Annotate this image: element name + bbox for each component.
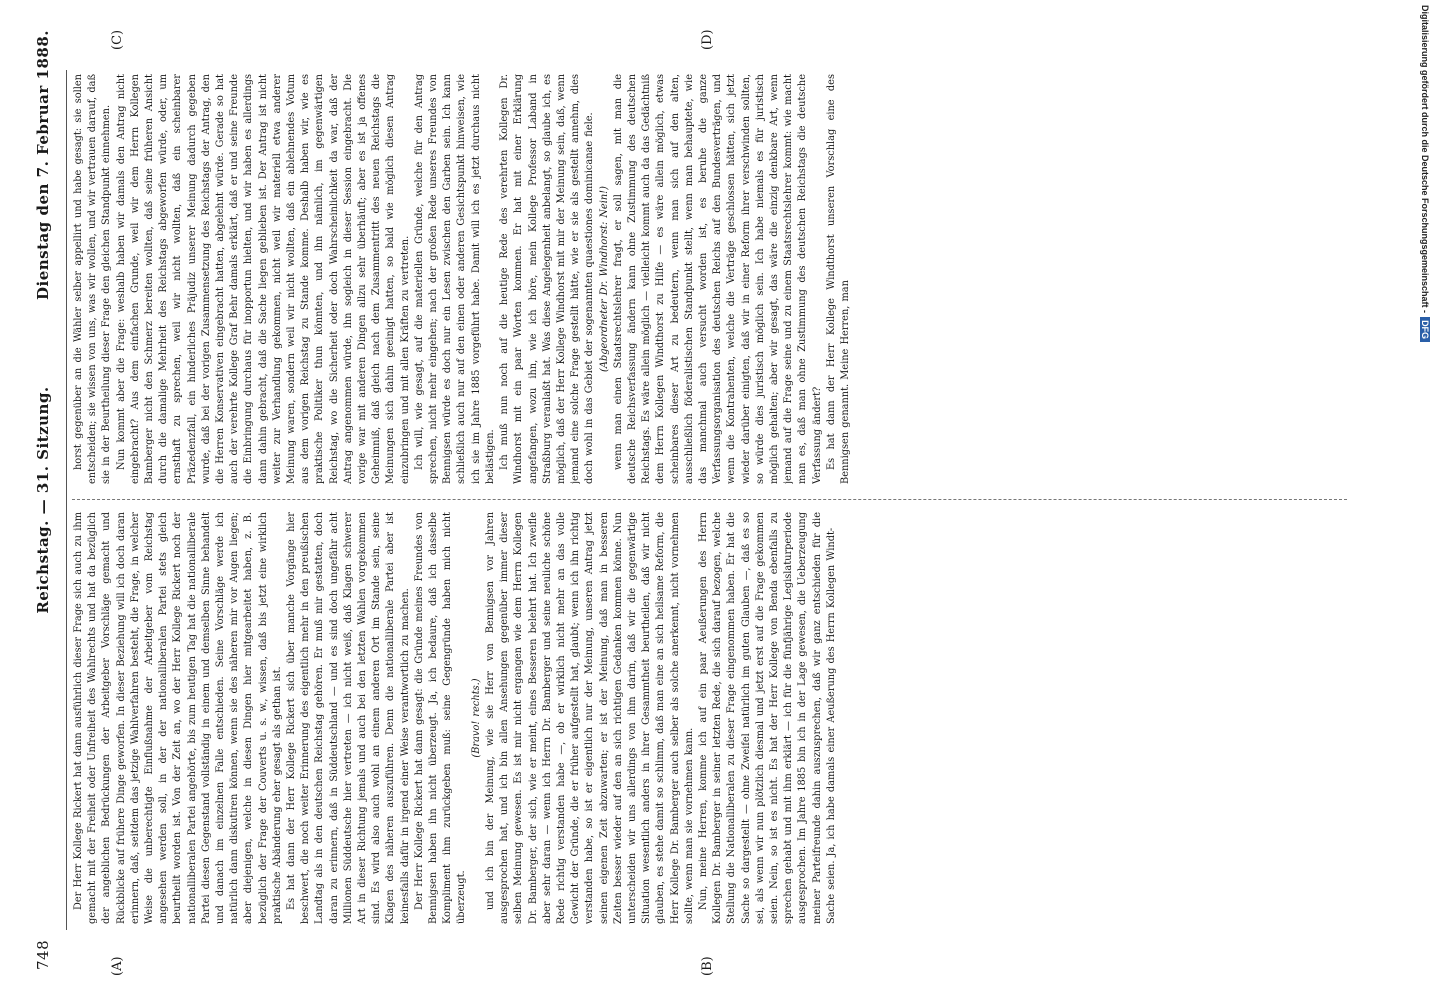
column-divider xyxy=(72,499,1347,500)
page-header xyxy=(28,0,62,1000)
paragraph: horst gegenüber an die Wähler selber appellirt und habe gesagt: sie sollen entscheiden; sie wissen von uns, was wir wollen, und wir vertrauen darauf, daß sie in der Beurtheilung dieser Frage den gleichen Standpunkt einnehmen. xyxy=(73,74,113,484)
paragraph: Ich will, wie gesagt, auf die materiellen Gründe, welche für den Antrag sprechen, nicht mehr eingehen; nach der großen Rede unseres Freundes von Bennigsen würde es doch nur ein Lesen zwischen den Garben sein. Ich kann schließlich auch nur auf den einen oder anderen Gesichtspunkt hinweisen, wie ich sie im Jahre 1885 vorgeführt habe. Damit will ich es jetzt durchaus nicht belästigen. xyxy=(413,74,496,484)
paragraph: Nun kommt aber die Frage: weshalb haben wir damals den Antrag nicht eingebracht? Aus dem einfachen Grunde, weil wir dem Herrn Kollegen Bamberger nicht den Schmerz bereiten wollten, daß seine früheren Ansicht durch die damalige Mehrheit des Reichstags abgeworfen würde, oder, um ernsthaft zu sprechen, weil wir nicht wollten, daß ein scheinbarer Präzedenzfall, ein hinderliches Präjudiz unserer Meinung dadurch gegeben wurde, daß bei der vorigen Zusammensetzung des Reichstags der Antrag, den die Herren Konservativen eingebracht hatten, abgelehnt würde. Gerade so hat auch der verehrte Kollege Graf Behr damals erklärt, daß er und seine Freunde die Einbringung durchaus für inopportun hielten, und wir haben es allerdings dann dahin gebracht, daß die Sache liegen geblieben ist. Der Antrag ist nicht weiter zur Verhandlung gekommen, nicht weil wir materiell etwa anderer Meinung waren, sondern weil wir nicht wollten, daß ein ablehnendes Votum aus dem vorigen Reichstag zu Stande komme. Deshalb haben wir, wie es praktische Politiker thun könnten, und ihn nämlich, im gegenwärtigen Reichstag, wo die Sicherheit oder doch Wahrscheinlichkeit da war, daß der Antrag angenommen würde, ihn sogleich in dieser Session eingebracht. Die vorige war mit anderen Dingen allzu sehr überhäuft; aber es ist ja offenes Geheimniß, daß gleich nach dem Zusammentritt des neuen Reichstags die Meinungen sich dahin geeinigt hatten, so bald wie möglich diesen Antrag einzubringen und mit allen Kräften zu vertreten. xyxy=(115,74,411,484)
paragraph: Der Herr Kollege Rickert hat dann ausführlich dieser Frage sich auch zu ihm gemacht mit der Freiheit oder Unfreiheit des Wahlrechts und hat da bezüglich der angeblichen Bedrückungen der Arbeitgeber Vorschläge gemacht und Rückblicke auf frühere Dinge geworfen. In dieser Beziehung will ich doch daran erinnern, daß, seitdem das jetzige Wahlverfahren besteht, die Frage, in welcher Weise die unberechtigte Einflußnahme der Arbeitgeber vom Reichstag angesehen werden soll, in der der nationalliberalen Partei stets gleich beurtheilt worden ist. Von der Zeit an, wo der Herr Kollege Rickert noch der nationalliberalen Partei angehörte, bis zum heutigen Tag hat die nationalliberale Partei diesen Gegenstand vollständig in einem und demselben Sinne behandelt und danach im einzelnen Falle entschieden. Seine Vorschläge werde ich natürlich dann diskutiren können, wenn sie des näheren mir vor Augen liegen; aber diejenigen, welche in diesen Dingen hier mitgearbeitet haben, z. B. bezüglich der Frage der Couverts u. s. w., wissen, daß bis jetzt eine wirklich praktische Abänderung eher gesagt als gethan ist. xyxy=(73,512,283,924)
text-column-left xyxy=(72,512,1347,924)
margin-marker-c: (C) xyxy=(110,29,125,50)
margin-marker-b: (B) xyxy=(700,956,715,976)
margin-marker-a: (A) xyxy=(110,956,125,976)
header-date: Dienstag den 7. Februar 1888. xyxy=(34,30,52,300)
paragraph: Ich muß nun noch auf die heutige Rede des verehrten Kollegen Dr. Windhorst mit ein paar Worten kommen. Er hat mit einer Erklärung angefangen, wozu ihn, wie ich höre, mein Kollege Professor Laband in Straßburg veranlaßt hat. Was diese Angelegenheit anbelangt, so glaube ich, es möglich, daß der Herr Kollege Windhorst mit mir der Meinung sein, daß, wenn jemand eine solche Frage gestellt hätte, wie er sie als gestellt annehm, dies doch wohl in das Gebiet der sogenannten quaestiones dominicanae fiele. xyxy=(499,74,596,484)
credit-text: Digitalisierung gefördert durch die Deutsche Forschungsgemeinschaft - xyxy=(1420,5,1430,314)
paragraph: Nun, meine Herren, komme ich auf ein paar Aeußerungen des Herrn Kollegen Dr. Bamberger in seiner letzten Rede, die sich darauf bezogen, welche Stellung die Nationalliberalen zu dieser Frage eingenommen haben. Er hat die Sache so dargestellt — ohne Zweifel natürlich im guten Glauben —, daß es so sei, als wenn wir nun plötzlich diesmal und jetzt erst auf die Frage gekommen seien. Nein, so ist es nicht. Es hat der Herr Kollege von Benda ebenfalls zu sprechen gehabt und mit ihm erklärt — ich für die fünfjährige Legislaturperiode ausgesprochen. Im Jahre 1885 bin ich in der Lage gewesen, die Ueberzeugung meiner Parteifreunde dahin auszusprechen, daß wir ganz entschieden für die Sache seien. Ja, ich habe damals einer Aeußerung des Herrn Kollegen Windt- xyxy=(697,512,837,924)
header-rule xyxy=(66,70,67,930)
margin-marker-d: (D) xyxy=(700,29,715,50)
paragraph: Es hat dann der Herr Kollege Windthorst unseren Vorschlag eine des Bennigsen genannt. Meine Herren, man xyxy=(825,74,851,484)
interjection-note: (Abgeordneter Dr. Windhorst: Nein!) xyxy=(598,186,610,372)
header-title: Reichstag. — 31. Sitzung. xyxy=(34,386,52,614)
page-number: 748 xyxy=(34,939,52,970)
dfg-logo: DFG xyxy=(1420,317,1430,342)
digitization-credit xyxy=(1418,5,1432,995)
applause-note: (Bravo! rechts.) xyxy=(470,678,482,758)
text-column-right xyxy=(72,74,1347,484)
paragraph: wenn man einen Staatsrechtslehrer fragt, er soll sagen, mit man die deutsche Reichsverfassung ändern kann ohne Zustimmung des deutschen Reichstags. Es wäre allein möglich — vielleicht kommt auch da das Gedächtniß dem Herrn Kollegen Windthorst zu Hilfe — es wäre allein möglich, etwas scheinbares dieser Art zu bedeutern, wenn man sich auf den alten, ausschließlich föderalistischen Standpunkt stellt, wenn man behauptete, wie das manchmal auch versucht worden ist, es beruhe die ganze Verfassungsorganisation des deutschen Reichs auf den Bundesverträgen, und wenn die Kontrahenten, welche die Verträge geschlossen hätten, sich jetzt wieder darüber einigten, daß wir in einer Reform ihrer verschwinden sollten, so würde dies juristisch möglich sein. Ich habe niemals es für juristisch möglich gehalten; aber wir gesagt, das wäre die einzig denkbare Art, wenn jemand auf die Frage seine und zu einem Staatsrechtslehrer kommt: wie macht man es, daß man ohne Zustimmung des deutschen Reichstags die deutsche Verfassung ändert? xyxy=(612,74,823,484)
paragraph: Der Herr Kollege Rickert hat dann gesagt: die Gründe meines Freundes von Bennigsen haben ihn nicht überzeugt. Ja, ich bedaure, daß ich dasselbe Kompliment ihm zurückgeben muß: seine Gegengründe haben mich nicht überzeugt. xyxy=(413,512,468,924)
paragraph: und ich bin der Meinung, wie sie Herr von Bennigsen vor Jahren ausgesprochen hat, und ich bin allen Ansehungen gegenüber immer dieser selben Meinung gewesen. Es ist mir nicht ergangen wie dem Herrn Kollegen Dr. Bamberger, der sich, wie er meint, eines Besseren belehrt hat. Ich zweifle aber sehr daran — wenn ich Herrn Dr. Bamberger und seine neuliche schöne Rede richtig verstanden habe —, ob er wirklich nicht mehr an das volle Gewicht der Gründe, die er früher aufgestellt hat, glaubt; wenn ich ihn richtig verstanden habe, so ist er eigentlich nur der Meinung, unseren Antrag jetzt seinen eigenen Zeit abzuwarten; er ist der Meinung, daß man in besseren Zeiten besser wieder auf den an sich richtigen Gedanken kommen könne. Nun unterscheiden wir uns allerdings von ihm darin, daß wir die gegenwärtige Situation wesentlich anders in ihrer Gesammtheit beurtheilen, daß wir nicht glauben, es stehe damit so schlimm, daß man eine an sich heilsame Reform, die Herr Kollege Dr. Bamberger auch selber als solche anerkennt, nicht vornehmen sollte, wenn man sie vornehmen kann. xyxy=(484,512,695,924)
digitization-sidebar xyxy=(1418,0,1432,1000)
paragraph: Es hat dann der Herr Kollege Rickert sich über manche Vorgänge hier beschwert, die noch weiter Erinnerung des eigentlich mehr in den preußischen Landtag als in den deutschen Reichstag gehören. Er muß mir gestatten, doch daran zu erinnern, daß in Süddeutschland — und es sind doch ungefähr acht Millionen Süddeutsche hier vertreten — ich nicht weiß, daß Klagen schwerer Art in dieser Richtung jemals und auch bei den letzten Wahlen vorgekommen sind. Es wird also auch wohl an einem anderen Ort im Stande sein, seine Klagen des näheren auszuführen. Denn die nationalliberale Partei aber ist keinesfalls dafür in irgend einer Weise verantwortlich zu machen. xyxy=(286,512,411,924)
